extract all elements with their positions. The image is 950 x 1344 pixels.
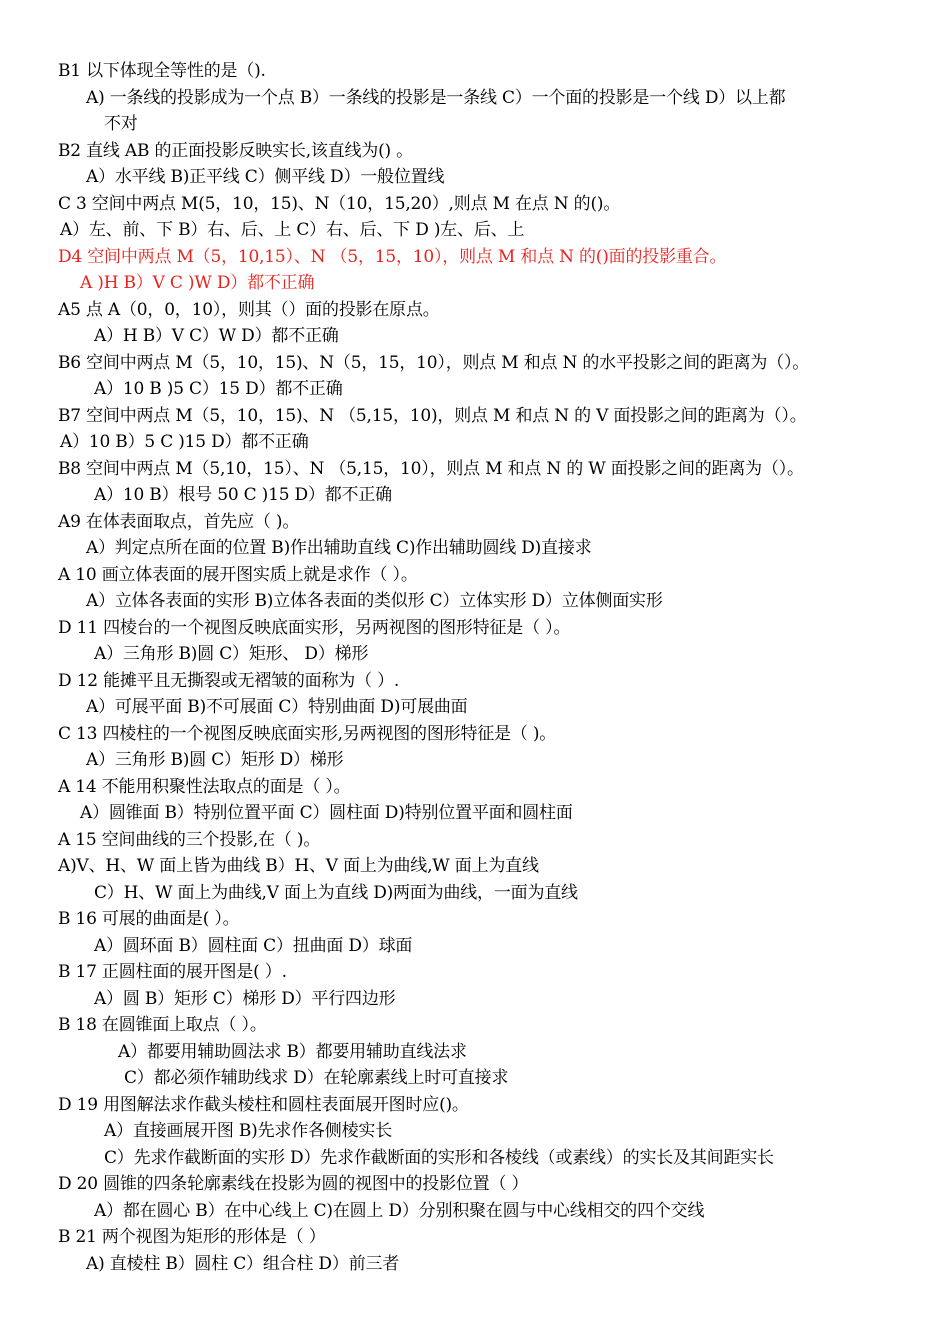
options-line: A）圆锥面 B）特别位置平面 C）圆柱面 D)特别位置平面和圆柱面 — [80, 803, 573, 823]
options-line: A）10 B）根号 50 C )15 D）都不正确 — [94, 485, 392, 505]
question-line: B6 空间中两点 M（5，10，15)、N（5，15，10），则点 M 和点 N 的水平投影之间的距离为（）。 — [58, 352, 810, 373]
question-line: D 19 用图解法求作截头棱柱和圆柱表面展开图时应()。 — [58, 1094, 469, 1115]
question-line: C 3 空间中两点 M(5，10，15)、N（10，15,20）,则点 M 在点 N 的()。 — [58, 193, 621, 214]
options-line: A) 直棱柱 B）圆柱 C）组合柱 D）前三者 — [86, 1253, 400, 1274]
options-line: A）立体各表面的实形 B)立体各表面的类似形 C）立体实形 D）立体侧面实形 — [86, 591, 663, 611]
options-line: A）水平线 B)正平线 C）侧平线 D）一般位置线 — [86, 167, 445, 187]
question-line: D 11 四棱台的一个视图反映底面实形，另两视图的图形特征是（ ）。 — [58, 617, 571, 638]
question-line: B8 空间中两点 M（5,10，15）、N （5,15，10），则点 M 和点 N 的 W 面投影之间的距离为（）。 — [58, 458, 804, 479]
options-line: A）圆环面 B）圆柱面 C）扭曲面 D）球面 — [94, 935, 413, 956]
question-line: A 10 画立体表面的展开图实质上就是求作（ ）。 — [58, 564, 418, 585]
question-line: B 18 在圆锥面上取点（ ）。 — [58, 1015, 267, 1035]
options-line: C）H、W 面上为曲线,V 面上为直线 D)两面为曲线，一面为直线 — [94, 882, 578, 903]
options-line: C）先求作截断面的实形 D）先求作截断面的实形和各棱线（或素线）的实长及其间距实长 — [104, 1147, 774, 1168]
options-line: A）都要用辅助圆法求 B）都要用辅助直线法求 — [118, 1041, 467, 1062]
options-line: 不对 — [104, 114, 138, 134]
options-line: A)V、H、W 面上皆为曲线 B）H、V 面上为曲线,W 面上为直线 — [58, 856, 539, 876]
question-line: A 15 空间曲线的三个投影,在（ )。 — [58, 829, 321, 850]
options-line: A）可展平面 B)不可展面 C）特别曲面 D)可展曲面 — [86, 697, 468, 717]
question-line: B7 空间中两点 M（5，10，15)、N （5,15，10)，则点 M 和点 N 的 V 面投影之间的距离为（）。 — [58, 405, 807, 426]
question-line: B 21 两个视图为矩形的形体是（ ） — [58, 1227, 326, 1247]
options-line: A）都在圆心 B）在中心线上 C)在圆上 D）分别积聚在圆与中心线相交的四个交线 — [94, 1200, 705, 1221]
question-line: B2 直线 AB 的正面投影反映实长,该直线为() 。 — [58, 140, 413, 161]
options-line: A）10 B）5 C )15 D）都不正确 — [60, 432, 309, 452]
question-line: D 12 能摊平且无撕裂或无褶皱的面称为（ ）. — [58, 670, 400, 691]
options-line: A）左、前、下 B）右、后、上 C）右、后、下 D )左、后、上 — [60, 220, 525, 240]
options-line: A）H B）V C）W D）都不正确 — [94, 326, 339, 346]
question-line: B 16 可展的曲面是( ）。 — [58, 909, 240, 929]
options-line: A）三角形 B)圆 C）矩形、 D）梯形 — [94, 644, 369, 664]
options-line: A) 一条线的投影成为一个点 B）一条线的投影是一条线 C）一个面的投影是一个线 D）以上都 — [86, 87, 786, 108]
options-line: C）都必须作辅助线求 D）在轮廓素线上时可直接求 — [124, 1068, 509, 1088]
options-line: A）直接画展开图 B)先求作各侧棱实长 — [104, 1121, 393, 1141]
question-line: A9 在体表面取点，首先应（ )。 — [58, 511, 300, 532]
options-line: A）判定点所在面的位置 B)作出辅助直线 C)作出辅助圆线 D)直接求 — [86, 538, 592, 558]
question-line: A 14 不能用积聚性法取点的面是（ ）。 — [58, 776, 351, 797]
question-line: D 20 圆锥的四条轮廓素线在投影为圆的视图中的投影位置（ ） — [58, 1174, 529, 1194]
options-line: A）三角形 B)圆 C）矩形 D）梯形 — [86, 750, 344, 770]
question-line: B 17 正圆柱面的展开图是( ）. — [58, 962, 287, 982]
document-page — [0, 58, 950, 1277]
options-line: A）10 B )5 C）15 D）都不正确 — [94, 379, 343, 399]
question-line: D4 空间中两点 M（5，10,15）、N （5，15，10），则点 M 和点 N 的()面的投影重合。 — [58, 246, 727, 267]
options-line: A）圆 B）矩形 C）梯形 D）平行四边形 — [94, 988, 396, 1009]
options-line: A )H B）V C )W D）都不正确 — [80, 273, 315, 293]
question-line: A5 点 A（0，0，10），则其（）面的投影在原点。 — [58, 299, 440, 320]
question-line: C 13 四棱柱的一个视图反映底面实形,另两视图的图形特征是（ )。 — [58, 723, 557, 744]
question-line: B1 以下体现全等性的是（). — [58, 61, 266, 81]
